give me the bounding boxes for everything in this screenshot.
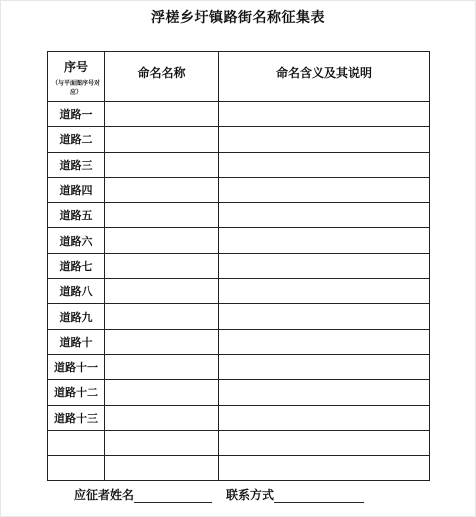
row-seq-cell bbox=[48, 304, 105, 329]
form-title: 浮槎乡圩镇路街名称征集表 bbox=[151, 10, 325, 26]
name-entry-cell[interactable] bbox=[105, 279, 219, 304]
header-name-cell bbox=[105, 52, 219, 102]
table-row bbox=[48, 203, 430, 228]
name-entry-cell[interactable] bbox=[105, 102, 219, 127]
meaning-entry-cell[interactable] bbox=[219, 127, 430, 152]
row-seq-cell bbox=[48, 152, 105, 177]
meaning-entry-cell[interactable] bbox=[219, 228, 430, 253]
table-row bbox=[48, 228, 430, 253]
meaning-entry-cell[interactable] bbox=[219, 279, 430, 304]
meaning-entry-cell[interactable] bbox=[219, 177, 430, 202]
header-meaning-cell bbox=[219, 52, 430, 102]
meaning-entry-cell[interactable] bbox=[219, 304, 430, 329]
road-label: 道路四 bbox=[59, 184, 93, 198]
name-entry-cell[interactable] bbox=[105, 354, 219, 379]
road-label: 道路十三 bbox=[54, 411, 98, 425]
name-entry-cell[interactable] bbox=[105, 304, 219, 329]
meaning-entry-cell[interactable] bbox=[219, 102, 430, 127]
row-seq-cell bbox=[48, 354, 105, 379]
applicant-name-field[interactable] bbox=[134, 490, 212, 503]
name-entry-cell[interactable] bbox=[105, 380, 219, 405]
road-label: 道路八 bbox=[59, 285, 93, 299]
name-entry-cell[interactable] bbox=[105, 405, 219, 430]
table-row bbox=[48, 253, 430, 278]
meaning-entry-cell[interactable] bbox=[219, 380, 430, 405]
road-label: 道路七 bbox=[59, 259, 93, 273]
name-entry-cell[interactable] bbox=[105, 253, 219, 278]
contact-field[interactable] bbox=[274, 490, 364, 503]
header-seq-cell bbox=[48, 52, 105, 102]
table-row bbox=[48, 102, 430, 127]
row-seq-cell bbox=[48, 127, 105, 152]
road-label: 道路九 bbox=[59, 310, 93, 324]
road-label: 道路三 bbox=[59, 158, 93, 172]
name-entry-cell[interactable] bbox=[105, 228, 219, 253]
header-name: 命名名称 bbox=[137, 66, 186, 80]
table-row bbox=[48, 177, 430, 202]
row-seq-cell bbox=[48, 380, 105, 405]
name-entry-cell[interactable] bbox=[105, 329, 219, 354]
road-label: 道路十 bbox=[59, 335, 93, 349]
road-label: 道路五 bbox=[59, 209, 93, 223]
contact-label: 联系方式 bbox=[226, 488, 275, 502]
row-seq-cell bbox=[48, 430, 105, 455]
header-seq: 序号 bbox=[63, 60, 88, 74]
naming-table bbox=[47, 51, 430, 481]
meaning-entry-cell[interactable] bbox=[219, 456, 430, 481]
table-row bbox=[48, 430, 430, 455]
road-label: 道路一 bbox=[59, 108, 93, 122]
table-row bbox=[48, 456, 430, 481]
table-row bbox=[48, 354, 430, 379]
header-seq-note: （与平面图序号对应） bbox=[51, 80, 100, 96]
road-label: 道路六 bbox=[59, 234, 93, 248]
table-row bbox=[48, 127, 430, 152]
header-meaning: 命名含义及其说明 bbox=[275, 66, 372, 80]
meaning-entry-cell[interactable] bbox=[219, 405, 430, 430]
table-row bbox=[48, 329, 430, 354]
name-entry-cell[interactable] bbox=[105, 152, 219, 177]
row-seq-cell bbox=[48, 177, 105, 202]
name-entry-cell[interactable] bbox=[105, 430, 219, 455]
meaning-entry-cell[interactable] bbox=[219, 253, 430, 278]
road-label: 道路十二 bbox=[54, 386, 98, 400]
table-row bbox=[48, 279, 430, 304]
row-seq-cell bbox=[48, 102, 105, 127]
name-entry-cell[interactable] bbox=[105, 177, 219, 202]
footer bbox=[74, 486, 364, 503]
row-seq-cell bbox=[48, 253, 105, 278]
meaning-entry-cell[interactable] bbox=[219, 354, 430, 379]
row-seq-cell bbox=[48, 279, 105, 304]
row-seq-cell bbox=[48, 329, 105, 354]
road-label: 道路十一 bbox=[54, 361, 98, 375]
name-entry-cell[interactable] bbox=[105, 203, 219, 228]
table-row bbox=[48, 152, 430, 177]
road-label: 道路二 bbox=[59, 133, 93, 147]
name-entry-cell[interactable] bbox=[105, 127, 219, 152]
row-seq-cell bbox=[48, 203, 105, 228]
row-seq-cell bbox=[48, 405, 105, 430]
table-header-row bbox=[48, 52, 430, 102]
meaning-entry-cell[interactable] bbox=[219, 152, 430, 177]
row-seq-cell bbox=[48, 456, 105, 481]
name-entry-cell[interactable] bbox=[105, 456, 219, 481]
table-row bbox=[48, 405, 430, 430]
applicant-name-label: 应征者姓名 bbox=[74, 488, 135, 502]
row-seq-cell bbox=[48, 228, 105, 253]
table-row bbox=[48, 380, 430, 405]
meaning-entry-cell[interactable] bbox=[219, 430, 430, 455]
meaning-entry-cell[interactable] bbox=[219, 203, 430, 228]
table-row bbox=[48, 304, 430, 329]
meaning-entry-cell[interactable] bbox=[219, 329, 430, 354]
